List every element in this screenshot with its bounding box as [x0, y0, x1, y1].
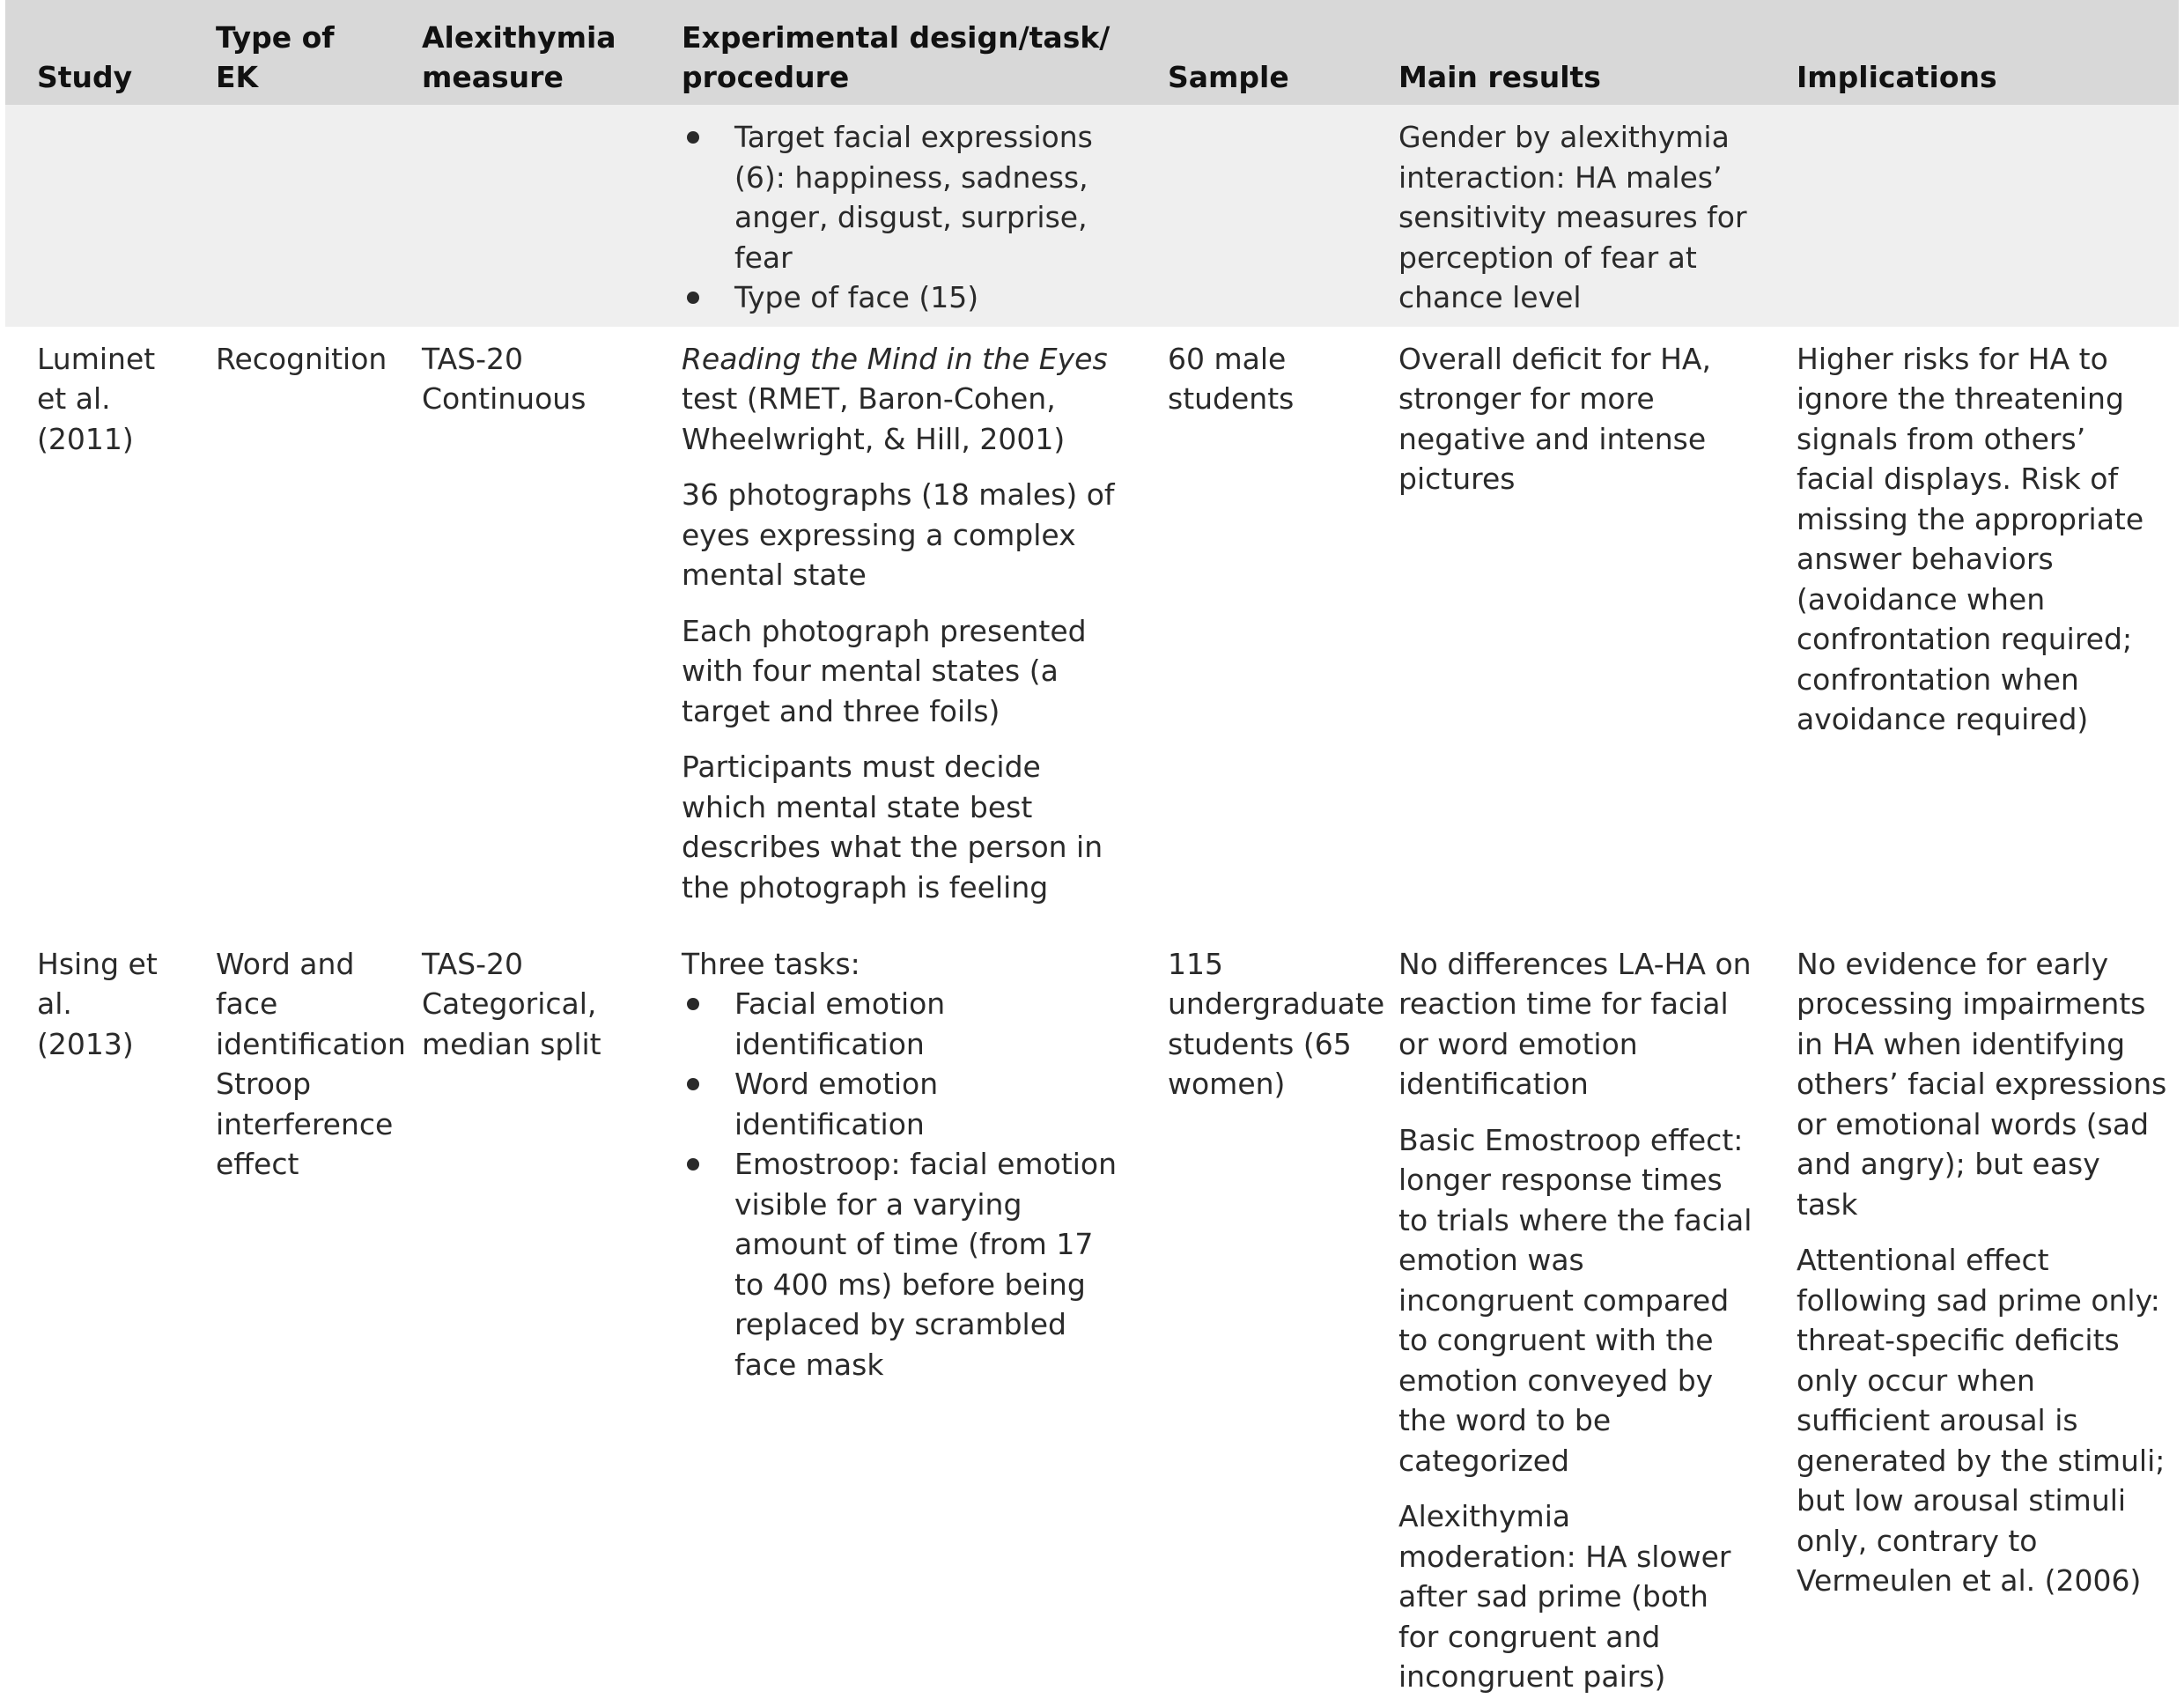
- design-paragraph: 36 photographs (18 males) of eyes expressing a complex mental state: [682, 477, 1115, 592]
- design-bullet-list: [682, 984, 1127, 1385]
- bullet-icon: [687, 1064, 713, 1104]
- header-row: [5, 0, 2179, 105]
- test-citation: test (RMET, Baron-Cohen, Wheelwright, & Hill, 2001): [682, 381, 1066, 456]
- cell-measure: [390, 105, 650, 327]
- design-bullet-item: [682, 984, 1127, 1064]
- cell-measure: TAS-20 Categorical, median split: [390, 932, 650, 1706]
- header-implications: Implications: [1765, 0, 2179, 105]
- result-paragraph: No differences LA-HA on reaction time for facial or word emotion identification: [1398, 946, 1752, 1101]
- cell-implications: [1765, 932, 2179, 1706]
- cell-results: [1367, 327, 1765, 932]
- header-experimental-design: Experimental design/task/ procedure: [650, 0, 1136, 105]
- bullet-text: Emostroop: facial emotion visible for a varying amount of time (from 17 to 400 ms) before being replaced by scrambled face mask: [734, 1147, 1117, 1382]
- design-paragraph: Participants must decide which mental state best describes what the person in the photograph is feeling: [682, 750, 1103, 905]
- header-sample: Sample: [1136, 0, 1367, 105]
- implication-paragraph: No evidence for early processing impairments in HA when identifying others’ facial expressions or emotional words (sad and angry); but easy task: [1797, 946, 2167, 1222]
- result-paragraph: Alexithymia moderation: HA slower after sad prime (both for congruent and incongruent pairs): [1398, 1499, 1731, 1694]
- design-bullet-item: [682, 117, 1127, 277]
- test-name: Reading the Mind in the Eyes: [682, 341, 1108, 376]
- cell-study: Hsing et al. (2013): [5, 932, 184, 1706]
- bullet-icon: [687, 277, 713, 318]
- design-intro: Three tasks:: [682, 946, 860, 981]
- cell-study: Luminet et al. (2011): [5, 327, 184, 932]
- design-paragraph: [682, 339, 1127, 460]
- cell-results: [1367, 932, 1765, 1706]
- cell-implications: [1765, 327, 2179, 932]
- result-paragraph: Overall deficit for HA, stronger for more negative and intense pictures: [1398, 341, 1711, 496]
- design-bullet-item: [682, 1144, 1127, 1385]
- header-study: Study: [5, 0, 184, 105]
- design-paragraph: Each photograph presented with four mental states (a target and three foils): [682, 613, 1087, 728]
- study-table-container: [5, 0, 2179, 1706]
- cell-design: [650, 327, 1136, 932]
- table-body: [5, 105, 2179, 1706]
- bullet-icon: [687, 117, 713, 158]
- cell-sample: 115 undergraduate students (65 women): [1136, 932, 1367, 1706]
- result-paragraph: Basic Emostroop effect: longer response times to trials where the facial emotion was incongruent compared to congruent with the emotion conveyed by the word to be categorized: [1398, 1122, 1752, 1478]
- bullet-text: Type of face (15): [734, 280, 979, 314]
- cell-type: Recognition: [184, 327, 390, 932]
- cell-sample: [1136, 105, 1367, 327]
- implication-paragraph: Attentional effect following sad prime only: threat-specific deficits only occur when sufficient arousal is generated by the stimuli; but low arousal stimuli only, contrary to Vermeulen et al. (2006): [1797, 1243, 2166, 1598]
- cell-type: Word and face identification Stroop interference effect: [184, 932, 390, 1706]
- study-table: [5, 0, 2179, 1706]
- cell-sample: 60 male students: [1136, 327, 1367, 932]
- table-row: [5, 105, 2179, 327]
- bullet-text: Facial emotion identification: [734, 986, 946, 1061]
- implication-paragraph: Higher risks for HA to ignore the threatening signals from others’ facial displays. Risk of missing the appropriate answer behaviors (avoidance when confrontation required; confrontation when avoidance required): [1797, 341, 2144, 736]
- bullet-text: Target facial expressions (6): happiness, sadness, anger, disgust, surprise, fear: [734, 120, 1093, 275]
- cell-study: [5, 105, 184, 327]
- header-main-results: Main results: [1367, 0, 1765, 105]
- design-bullet-item: [682, 277, 1127, 318]
- design-bullet-list: [682, 117, 1127, 318]
- cell-implications: [1765, 105, 2179, 327]
- cell-design: [650, 932, 1136, 1706]
- cell-type: [184, 105, 390, 327]
- table-row: [5, 327, 2179, 932]
- bullet-text: Word emotion identification: [734, 1067, 939, 1141]
- header-type-of-ek: Type of EK: [184, 0, 390, 105]
- result-paragraph: Gender by alexithymia interaction: HA males’ sensitivity measures for perception of fear at chance level: [1398, 120, 1747, 314]
- bullet-icon: [687, 1144, 713, 1185]
- cell-measure: TAS-20 Continuous: [390, 327, 650, 932]
- table-header: [5, 0, 2179, 105]
- table-row: [5, 932, 2179, 1706]
- header-alexithymia-measure: Alexithymia measure: [390, 0, 650, 105]
- design-bullet-item: [682, 1064, 1127, 1144]
- bullet-icon: [687, 984, 713, 1024]
- cell-results: [1367, 105, 1765, 327]
- cell-design: [650, 105, 1136, 327]
